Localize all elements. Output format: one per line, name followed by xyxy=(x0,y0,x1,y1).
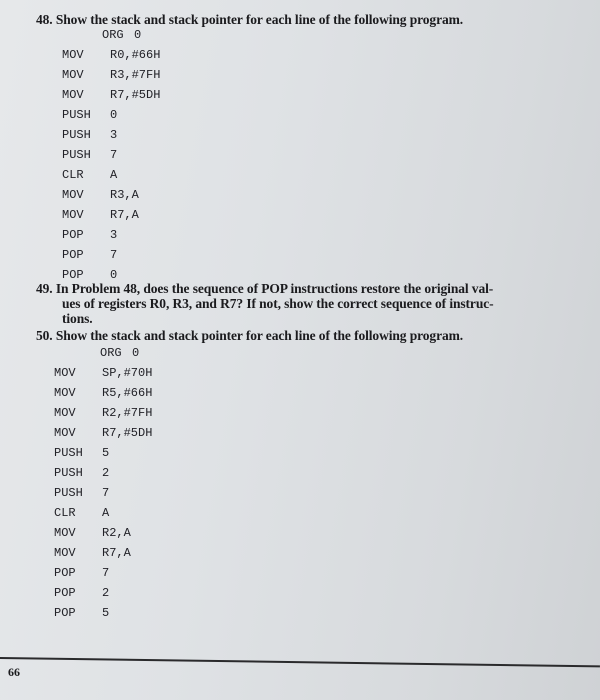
code-line xyxy=(54,363,152,383)
code-line xyxy=(54,383,152,403)
code-operand: 7 xyxy=(110,248,118,262)
code-operand: R7,A xyxy=(102,546,131,560)
code-opcode: PUSH xyxy=(54,486,83,500)
code-line xyxy=(54,403,152,423)
code-opcode: MOV xyxy=(54,366,76,380)
code-operand: R5,#66H xyxy=(102,386,153,400)
code-line xyxy=(62,25,160,45)
code-line xyxy=(62,65,160,85)
problem-50-code xyxy=(54,343,152,623)
code-opcode: MOV xyxy=(62,88,84,102)
problem-49-line-1: 49. In Problem 48, does the sequence of POP instructions restore the original val- xyxy=(36,281,494,296)
code-opcode: MOV xyxy=(54,406,76,420)
code-operand: 7 xyxy=(102,486,110,500)
code-operand: 0 xyxy=(110,108,118,122)
code-operand: 0 xyxy=(132,346,140,360)
code-operand: 3 xyxy=(110,228,118,242)
code-opcode: PUSH xyxy=(62,108,91,122)
code-operand: 3 xyxy=(110,128,118,142)
code-operand: R2,#7FH xyxy=(102,406,153,420)
code-line xyxy=(62,105,160,125)
code-line xyxy=(62,185,160,205)
code-line xyxy=(54,463,152,483)
code-line xyxy=(54,523,152,543)
code-line xyxy=(62,205,160,225)
code-line xyxy=(62,85,160,105)
problem-49-line-2: ues of registers R0, R3, and R7? If not, show the correct sequence of instruc- xyxy=(62,296,494,311)
code-operand: R3,A xyxy=(110,188,139,202)
problem-48-heading: 48. Show the stack and stack pointer for each line of the following program. xyxy=(36,12,464,27)
code-line xyxy=(62,165,160,185)
code-line xyxy=(54,583,152,603)
code-line xyxy=(62,145,160,165)
code-opcode: ORG xyxy=(102,28,124,42)
code-operand: 5 xyxy=(102,446,110,460)
code-operand: R7,#5DH xyxy=(102,426,153,440)
code-opcode: POP xyxy=(62,248,84,262)
code-line xyxy=(62,45,160,65)
code-operand: 0 xyxy=(134,28,142,42)
code-operand: R0,#66H xyxy=(110,48,161,62)
code-opcode: MOV xyxy=(54,386,76,400)
code-opcode: CLR xyxy=(62,168,84,182)
code-opcode: MOV xyxy=(54,546,76,560)
code-line xyxy=(62,225,160,245)
code-opcode: POP xyxy=(62,228,84,242)
code-opcode: POP xyxy=(62,268,84,282)
code-line xyxy=(54,543,152,563)
code-opcode: MOV xyxy=(62,208,84,222)
code-operand: 5 xyxy=(102,606,110,620)
code-line xyxy=(62,245,160,265)
code-operand: 0 xyxy=(110,268,118,282)
code-line xyxy=(54,443,152,463)
code-operand: R7,#5DH xyxy=(110,88,161,102)
problem-50-heading: 50. Show the stack and stack pointer for each line of the following program. xyxy=(36,328,464,343)
code-line xyxy=(54,503,152,523)
code-opcode: PUSH xyxy=(62,148,91,162)
code-opcode: CLR xyxy=(54,506,76,520)
code-opcode: PUSH xyxy=(62,128,91,142)
code-operand: 7 xyxy=(102,566,110,580)
page-rule xyxy=(0,657,600,667)
code-line xyxy=(54,423,152,443)
code-opcode: POP xyxy=(54,566,76,580)
code-operand: SP,#70H xyxy=(102,366,153,380)
code-operand: 2 xyxy=(102,586,110,600)
code-opcode: MOV xyxy=(54,426,76,440)
code-opcode: MOV xyxy=(62,188,84,202)
problem-48-code xyxy=(62,25,160,285)
code-opcode: PUSH xyxy=(54,446,83,460)
code-operand: A xyxy=(102,506,110,520)
code-operand: 7 xyxy=(110,148,118,162)
problem-49-line-3: tions. xyxy=(62,311,93,326)
code-operand: R2,A xyxy=(102,526,131,540)
code-operand: R3,#7FH xyxy=(110,68,161,82)
code-opcode: POP xyxy=(54,586,76,600)
code-opcode: POP xyxy=(54,606,76,620)
code-opcode: MOV xyxy=(62,68,84,82)
page-number: 66 xyxy=(8,665,20,679)
code-opcode: MOV xyxy=(54,526,76,540)
code-line xyxy=(54,343,152,363)
code-opcode: MOV xyxy=(62,48,84,62)
code-line xyxy=(54,483,152,503)
code-operand: 2 xyxy=(102,466,110,480)
code-operand: R7,A xyxy=(110,208,139,222)
code-opcode: PUSH xyxy=(54,466,83,480)
code-opcode: ORG xyxy=(100,346,122,360)
code-line xyxy=(54,563,152,583)
code-line xyxy=(62,125,160,145)
code-line xyxy=(54,603,152,623)
code-operand: A xyxy=(110,168,118,182)
